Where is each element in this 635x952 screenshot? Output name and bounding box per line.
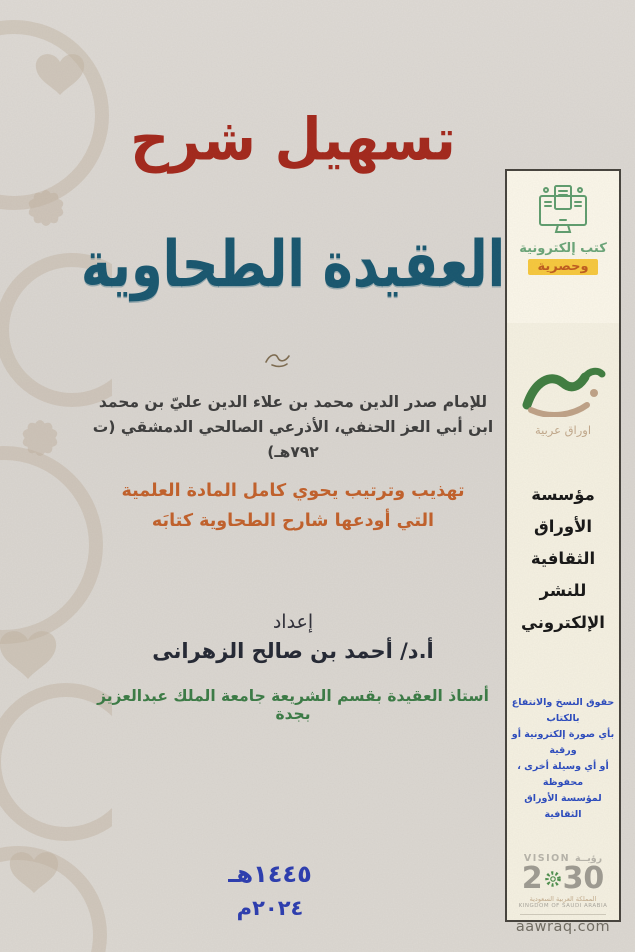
foundation-word: الإلكتروني (521, 613, 605, 632)
publication-dates (78, 860, 462, 920)
prepared-by-label: إعداد (272, 611, 314, 633)
awraq-logo-text: اوراق عربية (534, 423, 592, 437)
gregorian-year: ٢٠٢٤م (236, 896, 304, 920)
book-title: العقيدة الطحاوية (80, 228, 506, 303)
publisher-website: aawraq.com (515, 919, 611, 935)
palm-emblem-icon (544, 870, 562, 888)
author-line-1: للإمام صدر الدين محمد بن علاء الدين عليّ بن محمد (98, 393, 488, 411)
copyright-line: حقوق النسخ والانتفاع بالكتاب (511, 697, 615, 724)
main-content (78, 0, 508, 952)
copyright-line: أو أي وسيلة أخرى ، محفوظة (517, 761, 609, 788)
series-title: تسهيل شرح (130, 105, 456, 174)
vision-year-left: 2 (521, 861, 543, 896)
foundation-word: مؤسسة (531, 485, 595, 504)
calligrapher-signature-icon (264, 350, 292, 368)
ebook-badge-label: كتب إلكترونية (519, 241, 607, 256)
exclusive-badge: وحصرية (528, 259, 597, 275)
publisher-panel (505, 169, 621, 935)
awraq-logo (507, 363, 619, 437)
preparer-name: أ.د/ أحمد بن صالح الزهرانى (152, 639, 434, 663)
divider (520, 914, 606, 915)
copyright-line: بأي صورة إلكترونية أو ورقية (511, 729, 615, 756)
copyright-notice (507, 695, 619, 823)
foundation-word: للنشر (539, 581, 587, 600)
vision-year (507, 861, 619, 896)
author-line-2: ابن أبي العز الحنفي، الأذرعي الصالحي الدمشقي (ت ٧٩٢هـ) (92, 418, 494, 461)
country-name-arabic: المملكة العربية السعودية (529, 895, 597, 903)
ebook-monitor-icon (533, 183, 593, 237)
country-name-english: KINGDOM OF SAUDI ARABIA (518, 903, 608, 909)
vision-year-right: 30 (562, 861, 605, 896)
vision-label-en: VISION (523, 853, 571, 864)
foundation-word: الأوراق (533, 517, 593, 536)
subtitle-line-1: تهذيب وترتيب يحوي كامل المادة العلمية (121, 481, 465, 501)
hijri-year: ١٤٤٥هـ (228, 860, 312, 888)
author-attribution (78, 390, 508, 465)
preparer-affiliation: أستاذ العقيدة بقسم الشريعة جامعة الملك عبدالعزيز بجدة (97, 687, 489, 723)
subtitle-line-2: التي أودعها شارح الطحاوية كتابَه (151, 511, 435, 531)
awraq-logo-icon (519, 363, 607, 417)
vision2030-logo (507, 853, 619, 935)
copyright-line: لمؤسسة الأوراق الثقافية (524, 793, 602, 820)
foundation-name (507, 479, 619, 639)
foundation-word: الثقافية (530, 549, 596, 568)
subtitle (78, 476, 508, 536)
ebook-badge (507, 171, 619, 323)
vision-label-ar: رؤيــة (574, 853, 603, 864)
